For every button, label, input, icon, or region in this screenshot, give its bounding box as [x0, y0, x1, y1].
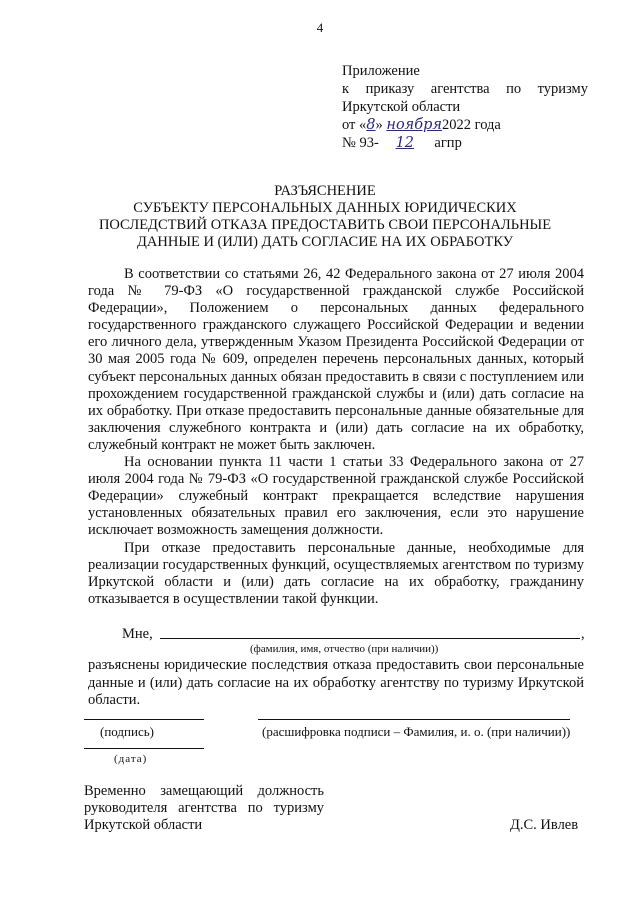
document-body — [88, 266, 584, 608]
signatory-line-3: Иркутской области — [84, 817, 203, 833]
explained-text: разъяснены юридические последствия отказа предоставить свои персональные данные и (или) дать согласие на их обработку агентству по туризму Иркутской области. — [88, 657, 584, 708]
signatory-line-1: Временно замещающий должность — [84, 783, 324, 799]
number-value: 12 — [395, 135, 415, 151]
appendix-number — [342, 134, 588, 152]
fio-caption: (фамилия, имя, отчество (при наличии)) — [250, 643, 439, 655]
signature-caption: (подпись) — [100, 724, 154, 739]
appendix-block — [342, 62, 588, 152]
date-prefix: от « — [342, 117, 367, 133]
me-comma: , — [581, 626, 585, 642]
date-month: ноября — [386, 117, 443, 133]
date-mid: » — [375, 117, 383, 133]
date-line[interactable] — [84, 748, 204, 749]
signatory-name: Д.С. Ивлев — [510, 817, 579, 833]
decode-caption: (расшифровка подписи – Фамилия, и. о. (при наличии)) — [262, 724, 571, 739]
paragraph-2: На основании пункта 11 части 1 статьи 33 Федерального закона от 27 июля 2004 года № 79-ФЗ «О государственной гражданской службе Российской Федерации» служебный контракт прекращается вследствие нарушения установленных обязательных правил его заключения, если это нарушение исключает возможность замещения должности. — [88, 454, 584, 539]
title-line-4: ДАННЫЕ И (ИЛИ) ДАТЬ СОГЛАСИЕ НА ИХ ОБРАБОТКУ — [137, 234, 513, 250]
title-line-1: РАЗЪЯСНЕНИЕ — [274, 183, 376, 199]
number-prefix: № 93- — [342, 135, 379, 151]
page-number: 4 — [316, 20, 324, 35]
appendix-region: Иркутской области — [342, 99, 461, 115]
number-suffix: агпр — [434, 135, 462, 151]
date-year: 2022 года — [442, 117, 501, 133]
signatory-line-2: руководителя агентства по туризму — [84, 800, 324, 816]
appendix-title: Приложение — [342, 63, 420, 79]
document-title — [70, 183, 580, 251]
title-line-2: СУБЪЕКТУ ПЕРСОНАЛЬНЫХ ДАННЫХ ЮРИДИЧЕСКИХ — [133, 200, 517, 216]
paragraph-3: При отказе предоставить персональные данные, необходимые для реализации государственных функций, осуществляемых агентством по туризму Иркутской области и (или) дать согласие на их обработку, гражданину отказывается в осуществлении такой функции. — [88, 539, 584, 607]
paragraph-1: В соответствии со статьями 26, 42 Федерального закона от 27 июля 2004 года № 79-ФЗ «О государственной гражданской службе Российской Федерации», Положением о персональных данных федерального государственного гражданского служащего Российской Федерации и ведении его личного дела, утвержденным Указом Президента Российской Федерации от 30 мая 2005 года № 609, определен перечень персональных данных, который субъект персональных данных обязан предоставить в связи с поступлением или прохождением государственной гражданской службы и (или) дать согласие на их обработку. При отказе предоставить персональные данные обязательные для заключения служебного контракта и (или) дать согласие на их обработку, служебный контракт не может быть заключен. — [88, 266, 584, 453]
appendix-order-line: к приказу агентства по туризму — [342, 81, 588, 97]
signatory-block — [84, 783, 324, 834]
date-caption: (дата) — [114, 753, 148, 765]
fio-input-line[interactable] — [160, 638, 580, 639]
date-day: 8 — [366, 117, 376, 133]
me-label: Мне, — [122, 626, 153, 642]
title-line-3: ПОСЛЕДСТВИЙ ОТКАЗА ПРЕДОСТАВИТЬ СВОИ ПЕРСОНАЛЬНЫЕ — [98, 217, 552, 233]
signature-line[interactable] — [84, 719, 204, 720]
signature-decode-line[interactable] — [258, 719, 570, 720]
appendix-date — [342, 116, 588, 134]
